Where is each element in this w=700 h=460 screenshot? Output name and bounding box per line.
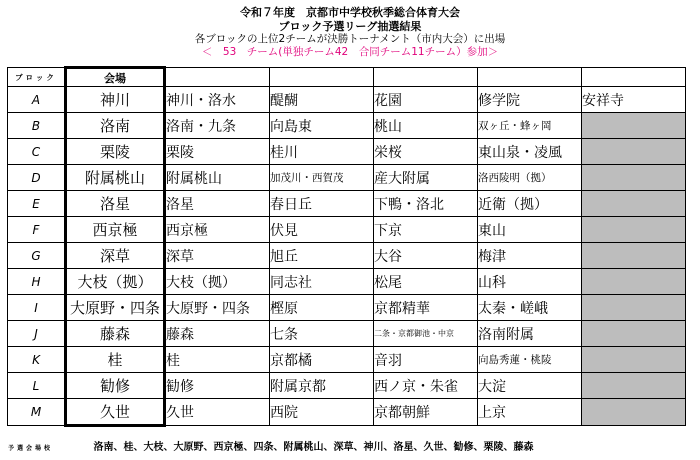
team-cell: 桂	[165, 347, 270, 373]
team-cell: 山科	[478, 269, 582, 295]
footer-label: 予選会場校	[8, 444, 54, 452]
team-cell: 洛南・九条	[165, 113, 270, 139]
empty-slot	[582, 321, 686, 347]
tournament-title: 令和７年度 京都市中学校秋季総合体育大会	[240, 6, 460, 19]
team-cell: 大谷	[374, 243, 478, 269]
team-cell: 下京	[374, 217, 478, 243]
header-empty	[165, 68, 270, 87]
team-cell: 西院	[270, 399, 374, 426]
table-row	[8, 399, 686, 426]
table-row	[8, 321, 686, 347]
team-cell: 松尾	[374, 269, 478, 295]
team-cell: 東山	[478, 217, 582, 243]
block-letter: M	[8, 399, 66, 426]
table-row	[8, 347, 686, 373]
team-cell: 栄桜	[374, 139, 478, 165]
venue-cell: 栗陵	[66, 139, 165, 165]
venue-cell: 藤森	[66, 321, 165, 347]
team-cell: 醍醐	[270, 87, 374, 113]
team-cell: 上京	[478, 399, 582, 426]
team-cell: 西京極	[165, 217, 270, 243]
empty-slot	[582, 217, 686, 243]
venue-cell: 勧修	[66, 373, 165, 399]
empty-slot	[582, 399, 686, 426]
header-row	[8, 68, 686, 87]
table-row	[8, 165, 686, 191]
team-cell: 京都精華	[374, 295, 478, 321]
team-cell: 安祥寺	[582, 87, 686, 113]
team-cell: 京都橘	[270, 347, 374, 373]
team-cell: 久世	[165, 399, 270, 426]
block-letter: L	[8, 373, 66, 399]
venue-cell: 附属桃山	[66, 165, 165, 191]
venue-cell: 桂	[66, 347, 165, 373]
team-cell: 花園	[374, 87, 478, 113]
venue-cell: 洛星	[66, 191, 165, 217]
team-cell: 栗陵	[165, 139, 270, 165]
team-cell: 深草	[165, 243, 270, 269]
team-cell: 修学院	[478, 87, 582, 113]
header-empty	[270, 68, 374, 87]
empty-slot	[582, 373, 686, 399]
empty-slot	[582, 165, 686, 191]
team-cell: 向島東	[270, 113, 374, 139]
team-cell: 勧修	[165, 373, 270, 399]
table-row	[8, 113, 686, 139]
block-letter: I	[8, 295, 66, 321]
team-cell: 太秦・嵯峨	[478, 295, 582, 321]
empty-slot	[582, 243, 686, 269]
team-cell: 旭丘	[270, 243, 374, 269]
table-row	[8, 87, 686, 113]
team-cell: 下鴨・洛北	[374, 191, 478, 217]
team-cell: 藤森	[165, 321, 270, 347]
table-row	[8, 269, 686, 295]
venue-cell: 大原野・四条	[66, 295, 165, 321]
header-block: ブロック	[8, 68, 66, 87]
block-letter: G	[8, 243, 66, 269]
venue-cell: 洛南	[66, 113, 165, 139]
venue-cell: 神川	[66, 87, 165, 113]
venue-cell: 深草	[66, 243, 165, 269]
table-row	[8, 243, 686, 269]
team-cell: 音羽	[374, 347, 478, 373]
venue-cell: 大枝（拠）	[66, 269, 165, 295]
block-letter: H	[8, 269, 66, 295]
team-cell: 桃山	[374, 113, 478, 139]
team-cell: 神川・洛水	[165, 87, 270, 113]
venue-cell: 西京極	[66, 217, 165, 243]
team-cell: 伏見	[270, 217, 374, 243]
results-title: ブロック予選リーグ抽選結果	[278, 20, 422, 33]
team-cell: 加茂川・西賀茂	[270, 165, 374, 191]
table-row	[8, 217, 686, 243]
block-letter: E	[8, 191, 66, 217]
team-cell: 大原野・四条	[165, 295, 270, 321]
empty-slot	[582, 191, 686, 217]
table-row	[8, 191, 686, 217]
block-letter: C	[8, 139, 66, 165]
block-letter: F	[8, 217, 66, 243]
team-cell: 桂川	[270, 139, 374, 165]
block-letter: B	[8, 113, 66, 139]
empty-slot	[582, 347, 686, 373]
team-cell: 二条・京都御池・中京	[374, 321, 478, 347]
table-row	[8, 295, 686, 321]
table-row	[8, 139, 686, 165]
team-cell: 附属桃山	[165, 165, 270, 191]
footer-venue-list: 洛南、桂、大枝、大原野、西京極、四条、附属桃山、深草、神川、洛星、久世、勧修、栗陵、藤森	[93, 442, 534, 453]
footer	[8, 438, 698, 453]
qualification-note: 各ブロックの上位2チームが決勝トーナメント（市内大会）に出場	[194, 33, 506, 45]
empty-slot	[582, 113, 686, 139]
team-cell: 近衛（拠）	[478, 191, 582, 217]
team-cell: 双ヶ丘・蜂ヶ岡	[478, 113, 582, 139]
team-cell: 洛南附属	[478, 321, 582, 347]
team-cell: 産大附属	[374, 165, 478, 191]
empty-slot	[582, 139, 686, 165]
team-cell: 附属京都	[270, 373, 374, 399]
empty-slot	[582, 269, 686, 295]
team-cell: 七条	[270, 321, 374, 347]
participation-count: ＜ 53 チーム(単独チーム42 合同チーム11チーム）参加＞	[201, 46, 499, 58]
header-empty	[478, 68, 582, 87]
header-empty	[374, 68, 478, 87]
block-letter: A	[8, 87, 66, 113]
team-cell: 洛西陵明（拠）	[478, 165, 582, 191]
empty-slot	[582, 295, 686, 321]
team-cell: 大枝（拠）	[165, 269, 270, 295]
team-cell: 京都朝鮮	[374, 399, 478, 426]
team-cell: 同志社	[270, 269, 374, 295]
block-letter: J	[8, 321, 66, 347]
block-letter: D	[8, 165, 66, 191]
venue-cell: 久世	[66, 399, 165, 426]
team-cell: 大淀	[478, 373, 582, 399]
table-row	[8, 373, 686, 399]
header-empty	[582, 68, 686, 87]
team-cell: 梅津	[478, 243, 582, 269]
draw-table	[7, 66, 686, 427]
header-venue: 会場	[66, 68, 165, 87]
team-cell: 洛星	[165, 191, 270, 217]
team-cell: 西ノ京・朱雀	[374, 373, 478, 399]
team-cell: 東山泉・凌風	[478, 139, 582, 165]
block-letter: K	[8, 347, 66, 373]
team-cell: 向島秀蓮・桃陵	[478, 347, 582, 373]
team-cell: 樫原	[270, 295, 374, 321]
team-cell: 春日丘	[270, 191, 374, 217]
